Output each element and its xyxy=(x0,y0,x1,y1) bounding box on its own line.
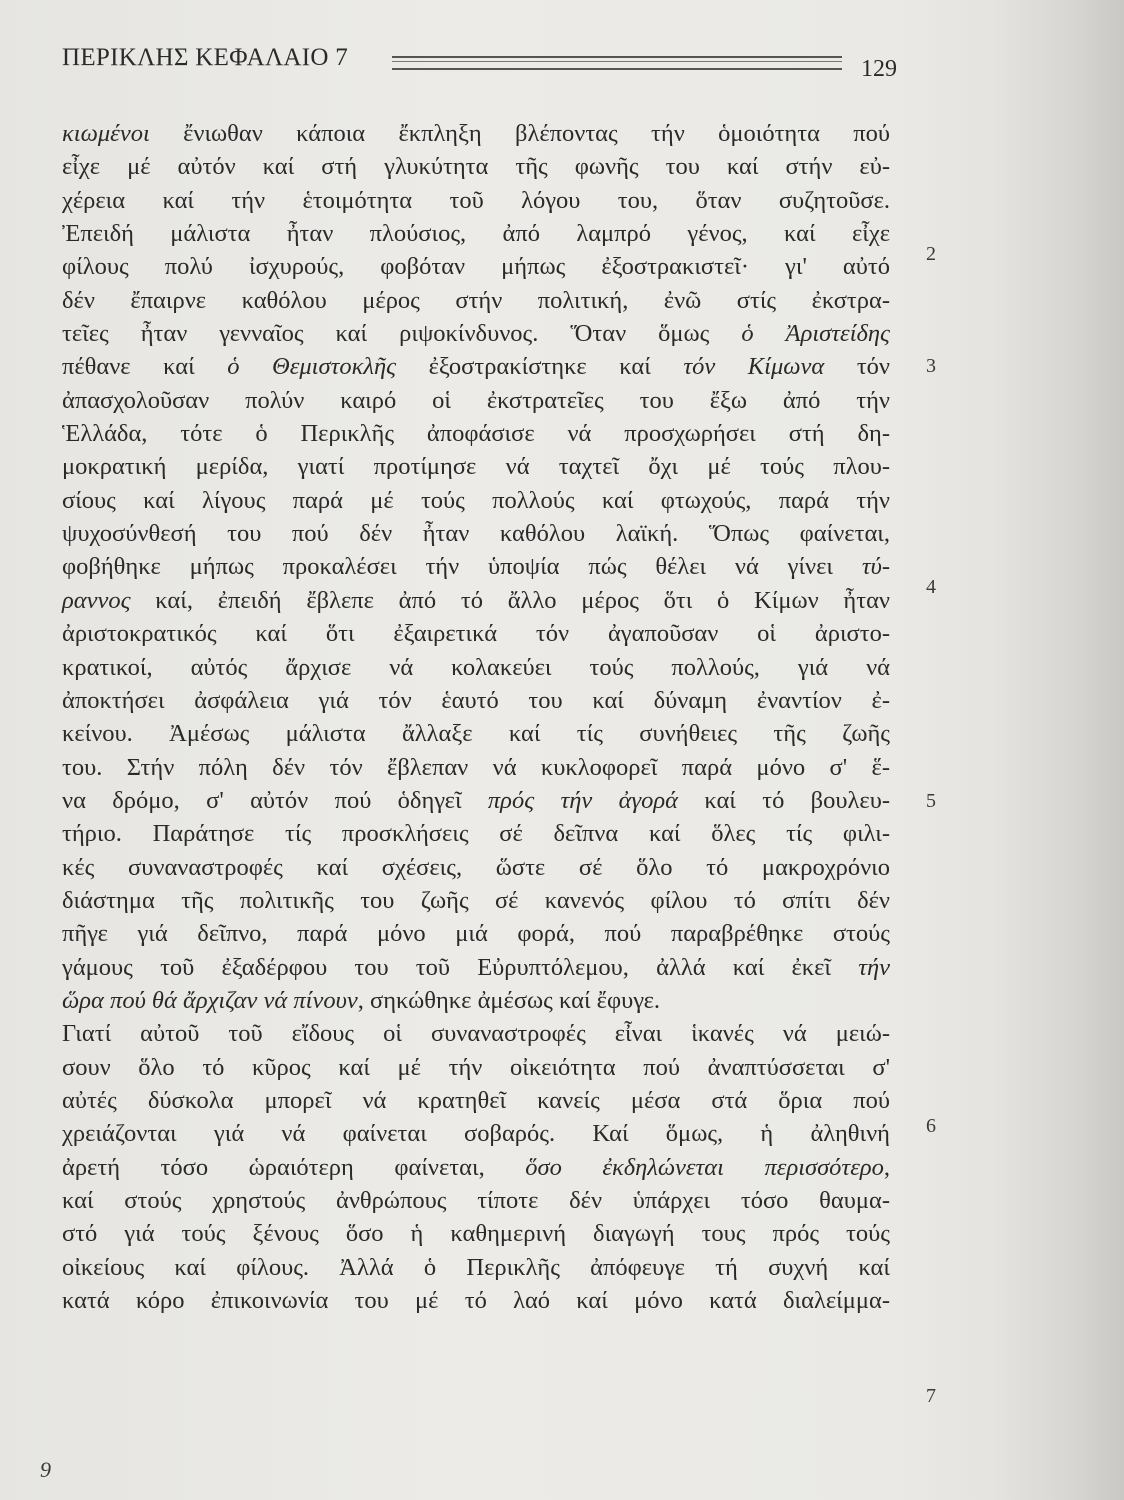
italic-phrase: τύ- xyxy=(861,553,890,581)
text-line: χέρεια καί τήν ἑτοιμότητα τοῦ λόγου του, ὅταν συζητοῦσε. xyxy=(62,186,890,214)
text-line: καί στούς χρηστούς ἀνθρώπους τίποτε δέν ὑπάρχει τόσο θαυμα- xyxy=(62,1187,890,1214)
text-line: διάστημα τῆς πολιτικῆς του ζωῆς σέ κανενός φίλου τό σπίτι δέν xyxy=(62,886,890,914)
text-segment: καί, ἐπειδή ἔβλεπε ἀπό τό ἄλλο μέρος ὅτι ὁ Κίμων ἦταν xyxy=(130,586,890,614)
text-line: Γιατί αὐτοῦ τοῦ εἴδους οἱ συναναστροφές εἶναι ἱκανές νά μειώ- xyxy=(62,1020,890,1048)
text-segment: φοβήθηκε μήπως προκαλέσει τήν ὑποψία πώς θέλει νά γίνει xyxy=(62,553,862,581)
text-line: ἀποκτήσει ἀσφάλεια γιά τόν ἑαυτό του καί δύναμη ἐναντίον ἐ- xyxy=(62,686,890,714)
text-segment: , σηκώθηκε ἀμέσως καί ἔφυγε. xyxy=(357,986,661,1014)
text-line xyxy=(62,350,890,383)
text-line xyxy=(62,1151,890,1184)
text-line: χρειάζονται γιά νά φαίνεται σοβαρός. Καί ὅμως, ἡ ἀληθινή xyxy=(62,1120,890,1148)
text-line: σίους καί λίγους παρά μέ τούς πολλούς καί φτωχούς, παρά τήν xyxy=(62,486,890,514)
text-segment: καί τό βουλευ- xyxy=(678,786,890,814)
margin-section-number: 4 xyxy=(926,576,936,598)
italic-phrase: κιωμένοι xyxy=(62,120,150,147)
text-line: τήριο. Παράτησε τίς προσκλήσεις σέ δεῖπνα καί ὅλες τίς φιλι- xyxy=(62,820,890,848)
text-segment: πέθανε καί xyxy=(62,353,228,381)
margin-section-number: 6 xyxy=(926,1115,936,1137)
italic-phrase: πρός τήν ἀγορά xyxy=(487,786,678,814)
margin-section-number: 5 xyxy=(926,790,936,812)
text-line: δέν ἔπαιρνε καθόλου μέρος στήν πολιτική, ἐνῶ στίς ἐκστρα- xyxy=(62,286,890,314)
text-line: κές συναναστροφές καί σχέσεις, ὥστε σέ ὅλο τό μακροχρόνιο xyxy=(62,853,890,881)
text-segment: ἐξοστρακίστηκε καί xyxy=(396,353,684,381)
text-line: πῆγε γιά δεῖπνο, παρά μόνο μιά φορά, πού παραβρέθηκε στούς xyxy=(62,920,890,948)
text-line: κείνου. Ἀμέσως μάλιστα ἄλλαξε καί τίς συνήθειες τῆς ζωῆς xyxy=(62,720,890,748)
text-line xyxy=(62,584,890,617)
text-line: στό γιά τούς ξένους ὅσο ἡ καθημερινή διαγωγή τους πρός τούς xyxy=(62,1220,890,1248)
text-line: αὐτές δύσκολα μπορεῖ νά κρατηθεῖ κανείς μέσα στά ὅρια πού xyxy=(62,1086,890,1114)
text-line xyxy=(62,117,890,150)
text-line: Ἐπειδή μάλιστα ἦταν πλούσιος, ἀπό λαμπρό γένος, καί εἶχε xyxy=(62,220,890,248)
text-segment: ἔνιωθαν κάποια ἔκπληξη βλέποντας τήν ὁμοιότητα πού xyxy=(149,120,890,147)
text-line xyxy=(62,984,890,1017)
header-rule xyxy=(392,56,842,70)
page-number: 129 xyxy=(861,56,897,82)
text-segment: , xyxy=(883,1153,890,1181)
text-line xyxy=(62,550,890,583)
margin-section-number: 2 xyxy=(926,243,936,265)
text-line xyxy=(62,317,890,350)
text-line: του. Στήν πόλη δέν τόν ἔβλεπαν νά κυκλοφορεῖ παρά μόνο σ' ἕ- xyxy=(62,753,890,781)
page-edge-shadow xyxy=(994,0,1124,1500)
italic-phrase: ραννος xyxy=(62,586,131,614)
italic-phrase: ὅσο ἐκδηλώνεται περισσότερο xyxy=(525,1153,884,1181)
text-line: ψυχοσύνθεσή του πού δέν ἦταν καθόλου λαϊκή. Ὅπως φαίνεται, xyxy=(62,520,890,548)
text-segment: να δρόμο, σ' αὐτόν πού ὁδηγεῖ xyxy=(62,786,488,814)
text-line: εἶχε μέ αὐτόν καί στή γλυκύτητα τῆς φωνῆς του καί στήν εὐ- xyxy=(62,153,890,181)
signature-mark: 9 xyxy=(40,1457,51,1482)
text-segment: γάμους τοῦ ἐξαδέρφου του τοῦ Εὐρυπτόλεμου, ἀλλά καί ἐκεῖ xyxy=(62,953,859,981)
italic-phrase: ὁ Θεμιστοκλῆς xyxy=(227,353,397,381)
body-text xyxy=(62,117,890,1317)
italic-phrase: τόν Κίμωνα xyxy=(683,353,825,381)
running-head xyxy=(62,44,897,84)
text-line: οἰκείους καί φίλους. Ἀλλά ὁ Περικλῆς ἀπόφευγε τή συχνή καί xyxy=(62,1253,890,1281)
text-line: ἀπασχολοῦσαν πολύν καιρό οἱ ἐκστρατεῖες του ἔξω ἀπό τήν xyxy=(62,386,890,414)
text-line: σουν ὅλο τό κῦρος καί μέ τήν οἰκειότητα πού ἀναπτύσσεται σ' xyxy=(62,1053,890,1081)
text-line xyxy=(62,951,890,984)
text-line: φίλους πολύ ἰσχυρούς, φοβόταν μήπως ἐξοστρακιστεῖ· γι' αὐτό xyxy=(62,253,890,281)
text-line: ἀριστοκρατικός καί ὅτι ἐξαιρετικά τόν ἀγαποῦσαν οἱ ἀριστο- xyxy=(62,620,890,648)
text-segment: ἀρετή τόσο ὡραιότερη φαίνεται, xyxy=(62,1153,526,1181)
text-line: Ἑλλάδα, τότε ὁ Περικλῆς ἀποφάσισε νά προσχωρήσει στή δη- xyxy=(62,420,890,448)
italic-phrase: τήν xyxy=(858,953,890,981)
text-line: κρατικοί, αὐτός ἄρχισε νά κολακεύει τούς πολλούς, γιά νά xyxy=(62,653,890,681)
italic-phrase: ὥρα πού θά ἄρχιζαν νά πίνουν xyxy=(62,986,358,1014)
text-line: κατά κόρο ἐπικοινωνία του μέ τό λαό καί μόνο κατά διαλείμμα- xyxy=(62,1287,890,1315)
margin-section-number: 3 xyxy=(926,355,936,377)
italic-phrase: ὁ Ἀριστείδης xyxy=(741,320,890,348)
text-segment: τόν xyxy=(824,353,890,381)
running-title: ΠΕΡΙΚΛΗΣ ΚΕΦΑΛΑΙΟ 7 xyxy=(62,44,349,71)
text-line: μοκρατική μερίδα, γιατί προτίμησε νά ταχτεῖ ὄχι μέ τούς πλου- xyxy=(62,453,890,481)
text-line xyxy=(62,784,890,817)
margin-section-number: 7 xyxy=(926,1385,936,1407)
text-segment: τεῖες ἦταν γενναῖος καί ριψοκίνδυνος. Ὅταν ὅμως xyxy=(62,320,742,348)
